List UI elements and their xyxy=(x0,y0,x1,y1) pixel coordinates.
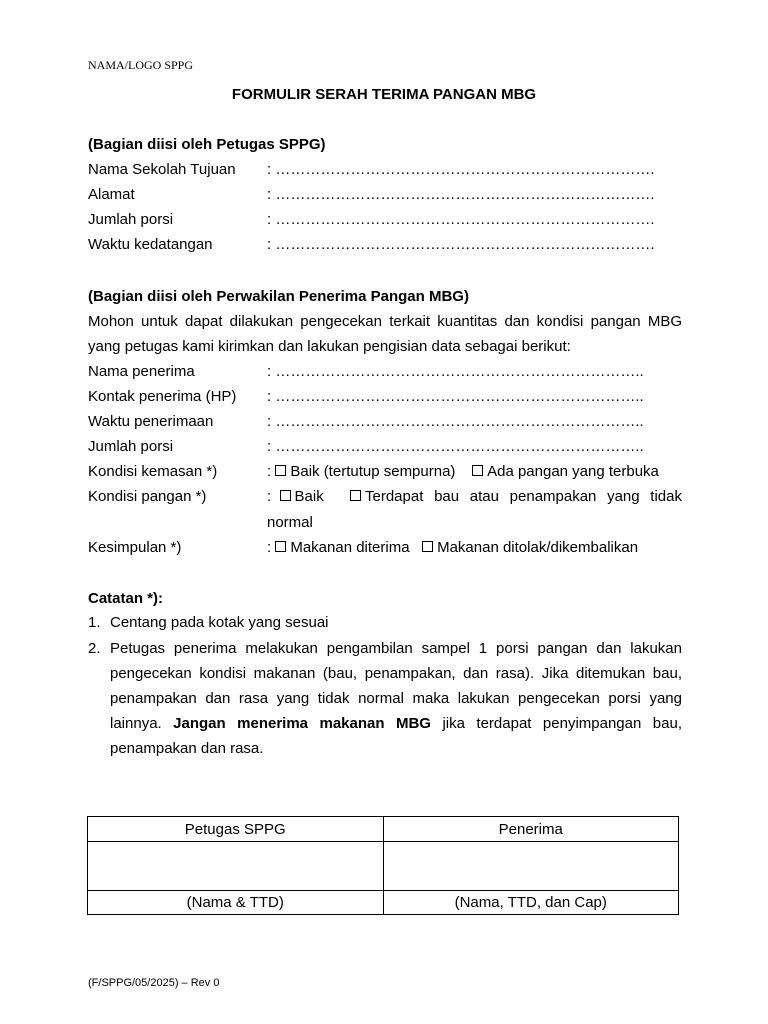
intro-line: yang petugas kami kirimkan dan lakukan pengisian data sebagai berikut: xyxy=(88,338,571,355)
field-kondisi-kemasan xyxy=(88,463,682,483)
options xyxy=(267,488,324,505)
field-blank[interactable]: : ……………………………………………………………….. xyxy=(267,363,644,380)
table-row xyxy=(88,817,679,842)
checkbox[interactable] xyxy=(350,490,361,501)
field-blank[interactable]: : ……………………………………………………………….. xyxy=(267,413,644,430)
signature-table xyxy=(87,816,679,915)
note-emphasis: Jangan menerima makanan MBG xyxy=(173,715,431,732)
field-label: Jumlah porsi xyxy=(88,211,174,228)
option-baik-tertutup[interactable] xyxy=(275,463,455,480)
field-blank[interactable]: : …………………………………………………………………. xyxy=(267,186,655,203)
logo-placeholder: NAMA/LOGO SPPG xyxy=(88,58,194,72)
colon: : xyxy=(267,488,272,505)
footer-petugas: (Nama & TTD) xyxy=(88,891,384,915)
note-item: Centang pada kotak yang sesuai xyxy=(110,614,329,631)
option-label: Terdapat bau atau penampakan yang tidak xyxy=(365,488,682,505)
field-waktu-kedatangan[interactable] xyxy=(88,236,682,256)
note-line: penampakan dan rasa yang tidak normal maka lakukan pengecekan porsi yang xyxy=(110,690,682,707)
option-label: Baik xyxy=(294,488,324,505)
footer-penerima: (Nama, TTD, dan Cap) xyxy=(383,891,679,915)
options xyxy=(267,463,659,480)
field-blank[interactable]: : ……………………………………………………………….. xyxy=(267,438,644,455)
field-kontak-penerima[interactable] xyxy=(88,388,682,408)
checkbox[interactable] xyxy=(275,541,286,552)
header-petugas: Petugas SPPG xyxy=(88,817,384,842)
option-diterima[interactable] xyxy=(275,539,409,556)
signature-box-petugas[interactable] xyxy=(88,842,384,891)
list-number: 1. xyxy=(88,614,101,631)
note-line xyxy=(110,715,682,732)
field-kondisi-pangan-cont xyxy=(88,514,682,534)
note-line: penampakan dan rasa. xyxy=(110,740,264,757)
checkbox[interactable] xyxy=(280,490,291,501)
option-baik[interactable] xyxy=(275,488,323,505)
option-label: Baik (tertutup sempurna) xyxy=(290,463,456,480)
field-label: Nama Sekolah Tujuan xyxy=(88,161,236,178)
signature-box-penerima[interactable] xyxy=(383,842,679,891)
header-penerima: Penerima xyxy=(383,817,679,842)
options xyxy=(267,539,638,556)
form-title: FORMULIR SERAH TERIMA PANGAN MBG xyxy=(231,86,537,103)
option-label: Makanan ditolak/dikembalikan xyxy=(437,539,639,556)
option-label: Ada pangan yang terbuka xyxy=(487,463,659,480)
field-kesimpulan xyxy=(88,539,682,559)
field-label: Kontak penerima (HP) xyxy=(88,388,237,405)
field-label: Nama penerima xyxy=(88,363,195,380)
option-label-cont: normal xyxy=(267,514,313,531)
field-label: Waktu kedatangan xyxy=(88,236,213,253)
field-label: Waktu penerimaan xyxy=(88,413,214,430)
note-text: jika terdapat penyimpangan bau, xyxy=(442,715,682,732)
option-ada-terbuka[interactable] xyxy=(472,463,659,480)
field-blank[interactable]: : …………………………………………………………………. xyxy=(267,211,655,228)
field-waktu-penerimaan[interactable] xyxy=(88,413,682,433)
field-blank[interactable]: : …………………………………………………………………. xyxy=(267,236,655,253)
table-row xyxy=(88,842,679,891)
field-label: Kondisi pangan *) xyxy=(88,488,207,505)
field-nama-penerima[interactable] xyxy=(88,363,682,383)
field-label: Kesimpulan *) xyxy=(88,539,182,556)
colon: : xyxy=(267,539,272,556)
option-ditolak[interactable] xyxy=(422,539,638,556)
field-alamat[interactable] xyxy=(88,186,682,206)
field-label: Kondisi kemasan *) xyxy=(88,463,218,480)
checkbox[interactable] xyxy=(422,541,433,552)
option-terdapat-bau[interactable] xyxy=(350,488,682,505)
field-blank[interactable]: : ……………………………………………………………….. xyxy=(267,388,644,405)
field-nama-sekolah[interactable] xyxy=(88,161,682,181)
section2-title: (Bagian diisi oleh Perwakilan Penerima Pangan MBG) xyxy=(88,288,469,305)
option-label: Makanan diterima xyxy=(290,539,410,556)
notes-title: Catatan *): xyxy=(88,590,164,607)
note-text: lainnya. xyxy=(110,715,162,732)
field-jumlah-porsi[interactable] xyxy=(88,211,682,231)
checkbox[interactable] xyxy=(275,465,286,476)
note-line: Petugas penerima melakukan pengambilan sampel 1 porsi pangan dan lakukan xyxy=(110,640,682,657)
field-blank[interactable]: : …………………………………………………………………. xyxy=(267,161,655,178)
section1-title: (Bagian diisi oleh Petugas SPPG) xyxy=(88,136,326,153)
form-code: (F/SPPG/05/2025) – Rev 0 xyxy=(88,977,220,989)
field-label: Jumlah porsi xyxy=(88,438,174,455)
list-number: 2. xyxy=(88,640,101,657)
field-kondisi-pangan xyxy=(88,488,682,508)
table-row xyxy=(88,891,679,915)
field-jumlah-porsi-penerima[interactable] xyxy=(88,438,682,458)
intro-line: Mohon untuk dapat dilakukan pengecekan terkait kuantitas dan kondisi pangan MBG xyxy=(88,313,682,330)
field-label: Alamat xyxy=(88,186,135,203)
note-line: pengecekan kondisi makanan (bau, penampakan, dan rasa). Jika ditemukan bau, xyxy=(110,665,682,682)
colon: : xyxy=(267,463,272,480)
checkbox[interactable] xyxy=(472,465,483,476)
